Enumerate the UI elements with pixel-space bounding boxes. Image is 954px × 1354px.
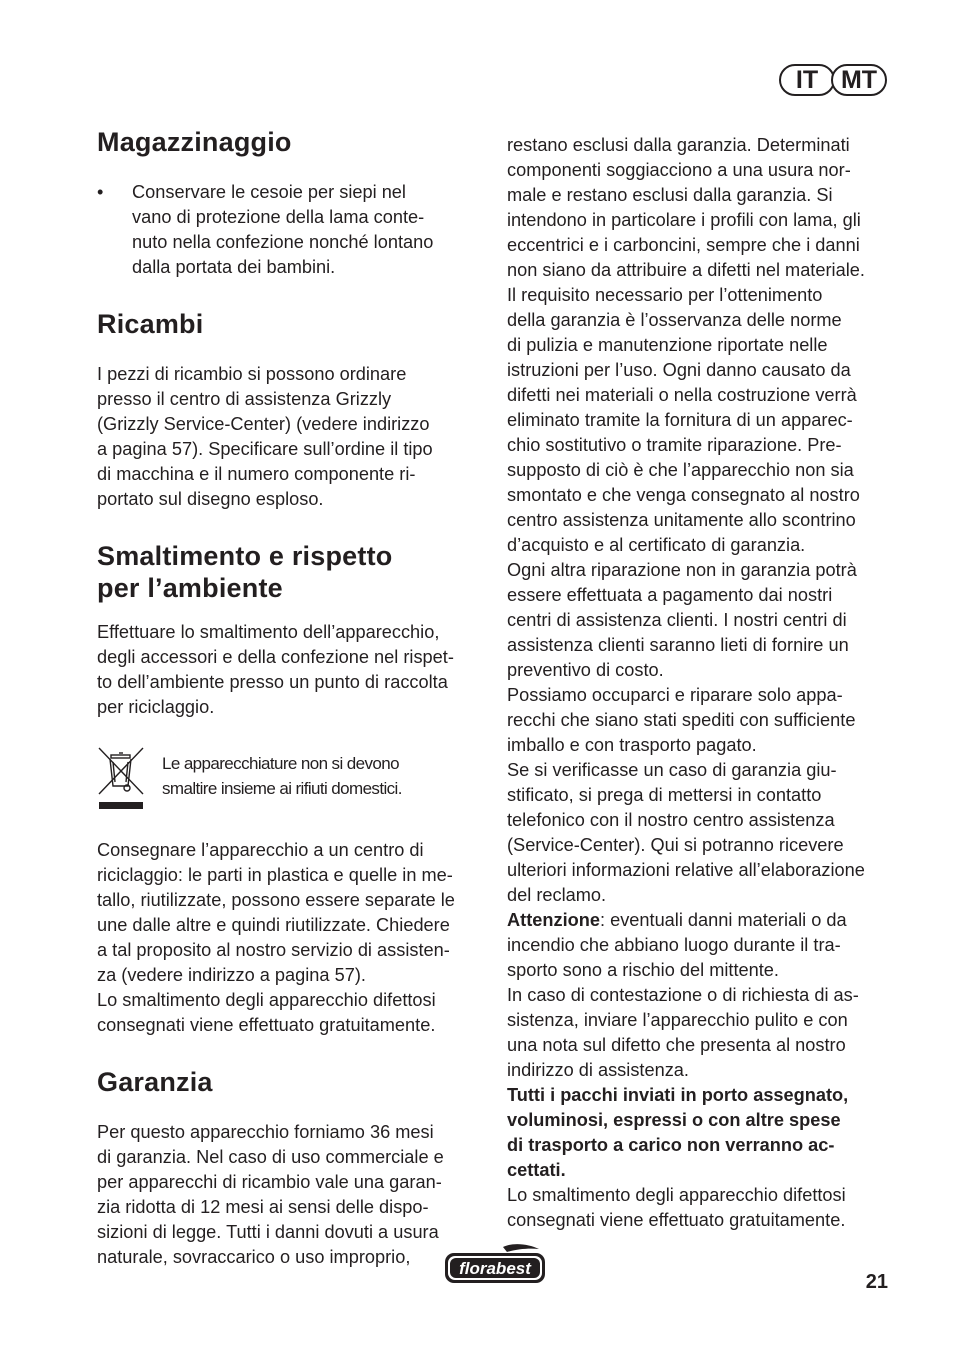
text-line: chio sostitutivo o tramite riparazione. Pre- [507,435,842,455]
left-column [97,126,482,1270]
garanzia-paragraph [97,1120,482,1270]
heading-garanzia: Garanzia [97,1067,213,1097]
text-line: preventivo di costo. [507,660,664,680]
text-line: ulteriori informazioni relative all’elaborazione [507,860,865,880]
text-line: telefonico con il nostro centro assistenza [507,810,835,830]
text-line: Il requisito necessario per l’ottenimento [507,285,823,305]
text-line: Conservare le cesoie per siepi nel [132,182,406,202]
bullet-mark: • [97,182,104,202]
text-line: male e restano esclusi dalla garanzia. Si [507,185,833,205]
text-line: za (vedere indirizzo a pagina 57). [97,965,366,985]
text-line: supposto di ciò è che l’apparecchio non sia [507,460,854,480]
text-line: componenti soggiacciono a una usura nor- [507,160,851,180]
text-line: Le apparecchiature non si devono [162,754,399,773]
text-line: istruzioni per l’uso. Ogni danno causato da [507,360,851,380]
text-line: smaltire insieme ai rifiuti domestici. [162,779,402,798]
text-line: to dell’ambiente presso un punto di raccolta [97,672,448,692]
text-line: imballo e con trasporto pagato. [507,735,757,755]
text-line: Possiamo occuparci e riparare solo appa- [507,685,843,705]
text-line: tallo, riutilizzate, possono essere separate le [97,890,455,910]
text-line: indirizzo di assistenza. [507,1060,689,1080]
text-line: Per questo apparecchio forniamo 36 mesi [97,1122,434,1142]
text-line: sistenza, inviare l’apparecchio pulito e con [507,1010,848,1030]
text-line: consegnati viene effettuato gratuitamente. [507,1210,846,1230]
text-line: restano esclusi dalla garanzia. Determinati [507,135,850,155]
text-line: di trasporto a carico non verranno ac- [507,1135,835,1155]
text-line: dalla portata dei bambini. [132,257,336,277]
text-line: nuto nella confezione nonché lontano [132,232,434,252]
text-line: Lo smaltimento degli apparecchio difettosi [507,1185,846,1205]
text-line: eliminato tramite la fornitura di un apparec- [507,410,853,430]
heading-smaltimento [97,540,482,604]
text-line: stificato, si prega di mettersi in contatto [507,785,822,805]
text-line: Se si verificasse un caso di garanzia giu- [507,760,837,780]
text-line: di pulizia e manutenzione riportate nelle [507,335,828,355]
lang-badge-mt: MT [831,64,887,96]
attenzione-text: : eventuali danni materiali o da [599,910,847,930]
smaltimento-note [507,1183,897,1233]
text-line: essere effettuata a pagamento dai nostri [507,585,833,605]
text-line: (Service-Center). Qui si potranno ricevere [507,835,844,855]
smaltimento-body [97,838,482,1038]
garanzia-continued [507,133,897,908]
text-line: una nota sul difetto che presenta al nostro [507,1035,846,1055]
smaltimento-intro [97,620,482,720]
text-line: eccentrici e i carboncini, sempre che i danni [507,235,860,255]
heading-magazzinaggio: Magazzinaggio [97,127,292,157]
lang-badge-it: IT [779,64,835,96]
contestazione-paragraph [507,933,897,1083]
bold-notice [507,1083,897,1183]
text-line: consegnati viene effettuato gratuitamente. [97,1015,436,1035]
text-line: del reclamo. [507,885,607,905]
text-line: cettati. [507,1160,566,1180]
text-line: centri di assistenza clienti. I nostri centri di [507,610,847,630]
logo-text: florabest [459,1259,531,1278]
text-line: non siano da attribuire a difetti nel materiale. [507,260,865,280]
text-line: a tal proposito al nostro servizio di assisten- [97,940,450,960]
text-line: Consegnare l’apparecchio a un centro di [97,840,424,860]
text-line: Tutti i pacchi inviati in porto assegnato, [507,1085,849,1105]
text-line: presso il centro di assistenza Grizzly [97,389,392,409]
text-line: incendio che abbiano luogo durante il tra- [507,935,841,955]
text-line: portato sul disegno esploso. [97,489,324,509]
text-line: assistenza clienti saranno lieti di fornire un [507,635,849,655]
bullet-item [97,180,482,280]
weee-text [162,751,402,801]
crossed-out-wheelie-bin-icon [97,746,147,812]
attenzione-line [507,908,897,933]
text-line: Lo smaltimento degli apparecchio difettosi [97,990,436,1010]
text-line: sporto sono a rischio del mittente. [507,960,779,980]
text-line: I pezzi di ricambio si possono ordinare [97,364,407,384]
attenzione-label: Attenzione [507,910,600,930]
text-line: difetti nei materiali o nella costruzione verrà [507,385,857,405]
text-line: Effettuare lo smaltimento dell’apparecchio, [97,622,440,642]
florabest-logo [443,1243,547,1285]
text-line: centro assistenza unitamente allo scontrino [507,510,856,530]
text-line: voluminosi, espressi o con altre spese [507,1110,841,1130]
text-line: intendono in particolare i profili con lama, gli [507,210,861,230]
heading-ricambi: Ricambi [97,309,204,339]
text-line: per riciclaggio. [97,697,215,717]
text-line: degli accessori e della confezione nel rispet- [97,647,454,667]
text-line: sizioni di legge. Tutti i danni dovuti a usura [97,1222,439,1242]
text-line: une dalle altre e quindi riutilizzate. Chiedere [97,915,450,935]
text-line: In caso di contestazione o di richiesta di as- [507,985,859,1005]
right-column [507,133,897,1233]
text-line: zia ridotta di 12 mesi ai sensi delle dispo- [97,1197,429,1217]
text-line: naturale, sovraccarico o uso improprio, [97,1247,411,1267]
heading-line: Smaltimento e rispetto [97,541,393,571]
text-line: Ogni altra riparazione non in garanzia potrà [507,560,857,580]
text-line: (Grizzly Service-Center) (vedere indirizzo [97,414,430,434]
weee-notice [97,746,482,812]
text-line: di macchina e il numero componente ri- [97,464,416,484]
bullet-text [132,180,433,280]
ricambi-paragraph [97,362,482,512]
text-line: d’acquisto e al certificato di garanzia. [507,535,806,555]
text-line: a pagina 57). Specificare sull’ordine il tipo [97,439,433,459]
heading-line: per l’ambiente [97,573,283,603]
text-line: vano di protezione della lama conte- [132,207,425,227]
text-line: per apparecchi di ricambio vale una garan- [97,1172,442,1192]
text-line: recchi che siano stati spediti con sufficiente [507,710,856,730]
text-line: smontato e che venga consegnato al nostro [507,485,860,505]
language-badges [779,64,887,96]
text-line: della garanzia è l’osservanza delle norme [507,310,842,330]
text-line: riciclaggio: le parti in plastica e quelle in me- [97,865,453,885]
page-number: 21 [865,1271,888,1293]
text-line: di garanzia. Nel caso di uso commerciale e [97,1147,444,1167]
